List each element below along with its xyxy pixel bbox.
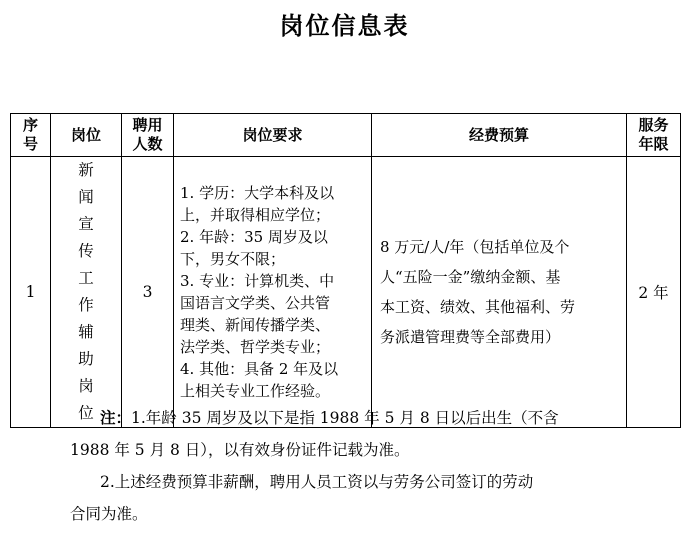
- header-budget: 经费预算: [372, 114, 627, 157]
- budget-line: 8 万元/人/年（包括单位及个: [380, 238, 570, 256]
- page-title: 岗位信息表: [279, 12, 410, 40]
- table-row: [11, 157, 681, 428]
- header-requirements: 岗位要求: [174, 114, 372, 157]
- header-term: 服务年限: [627, 114, 681, 157]
- note-1-line-1: [70, 402, 635, 434]
- notes-label: 注：: [100, 409, 132, 427]
- requirement-line: 国语言文学类、公共管: [180, 294, 331, 312]
- cell-budget: [372, 157, 627, 428]
- cell-requirements: [174, 157, 372, 428]
- cell-count: 3: [122, 157, 174, 428]
- position-info-table: [10, 113, 681, 428]
- note-2-line-2: 合同为准。: [70, 505, 148, 523]
- requirement-line: 下，男女不限；: [180, 250, 286, 268]
- requirement-line: 法学类、哲学类专业；: [180, 338, 331, 356]
- cell-post: [51, 157, 122, 428]
- budget-line: 本工资、绩效、其他福利、劳: [380, 298, 576, 316]
- requirement-line: 上，并取得相应学位；: [180, 206, 331, 224]
- header-no: 序号: [11, 114, 51, 157]
- cell-no: 1: [11, 157, 51, 428]
- note-1-text-1: 1.年龄 35 周岁及以下是指 1988 年 5 月 8 日以后出生（不含: [131, 409, 559, 427]
- header-post: 岗位: [51, 114, 122, 157]
- budget-line: 务派遣管理费等全部费用）: [380, 328, 561, 346]
- requirement-line: 上相关专业工作经验。: [180, 382, 331, 400]
- cell-term: 2 年: [627, 157, 681, 428]
- budget-line: 人“五险一金”缴纳金额、基: [380, 268, 561, 286]
- requirement-line: 4. 其他：具备 2 年及以: [180, 360, 339, 378]
- cell-post-text: 新闻宣传工作辅助岗位: [78, 161, 94, 422]
- note-1-line-2: 1988 年 5 月 8 日），以有效身份证件记载为准。: [70, 441, 410, 459]
- requirement-line: 3. 专业：计算机类、中: [180, 272, 335, 290]
- requirement-line: 1. 学历：大学本科及以: [180, 184, 335, 202]
- table-header-row: [11, 114, 681, 157]
- requirement-line: 理类、新闻传播学类、: [180, 316, 331, 334]
- notes-section: [70, 402, 635, 530]
- header-count: 聘用人数: [122, 114, 174, 157]
- note-2-line-1: 2.上述经费预算非薪酬，聘用人员工资以与劳务公司签订的劳动: [100, 473, 534, 491]
- requirement-line: 2. 年龄：35 周岁及以: [180, 228, 328, 246]
